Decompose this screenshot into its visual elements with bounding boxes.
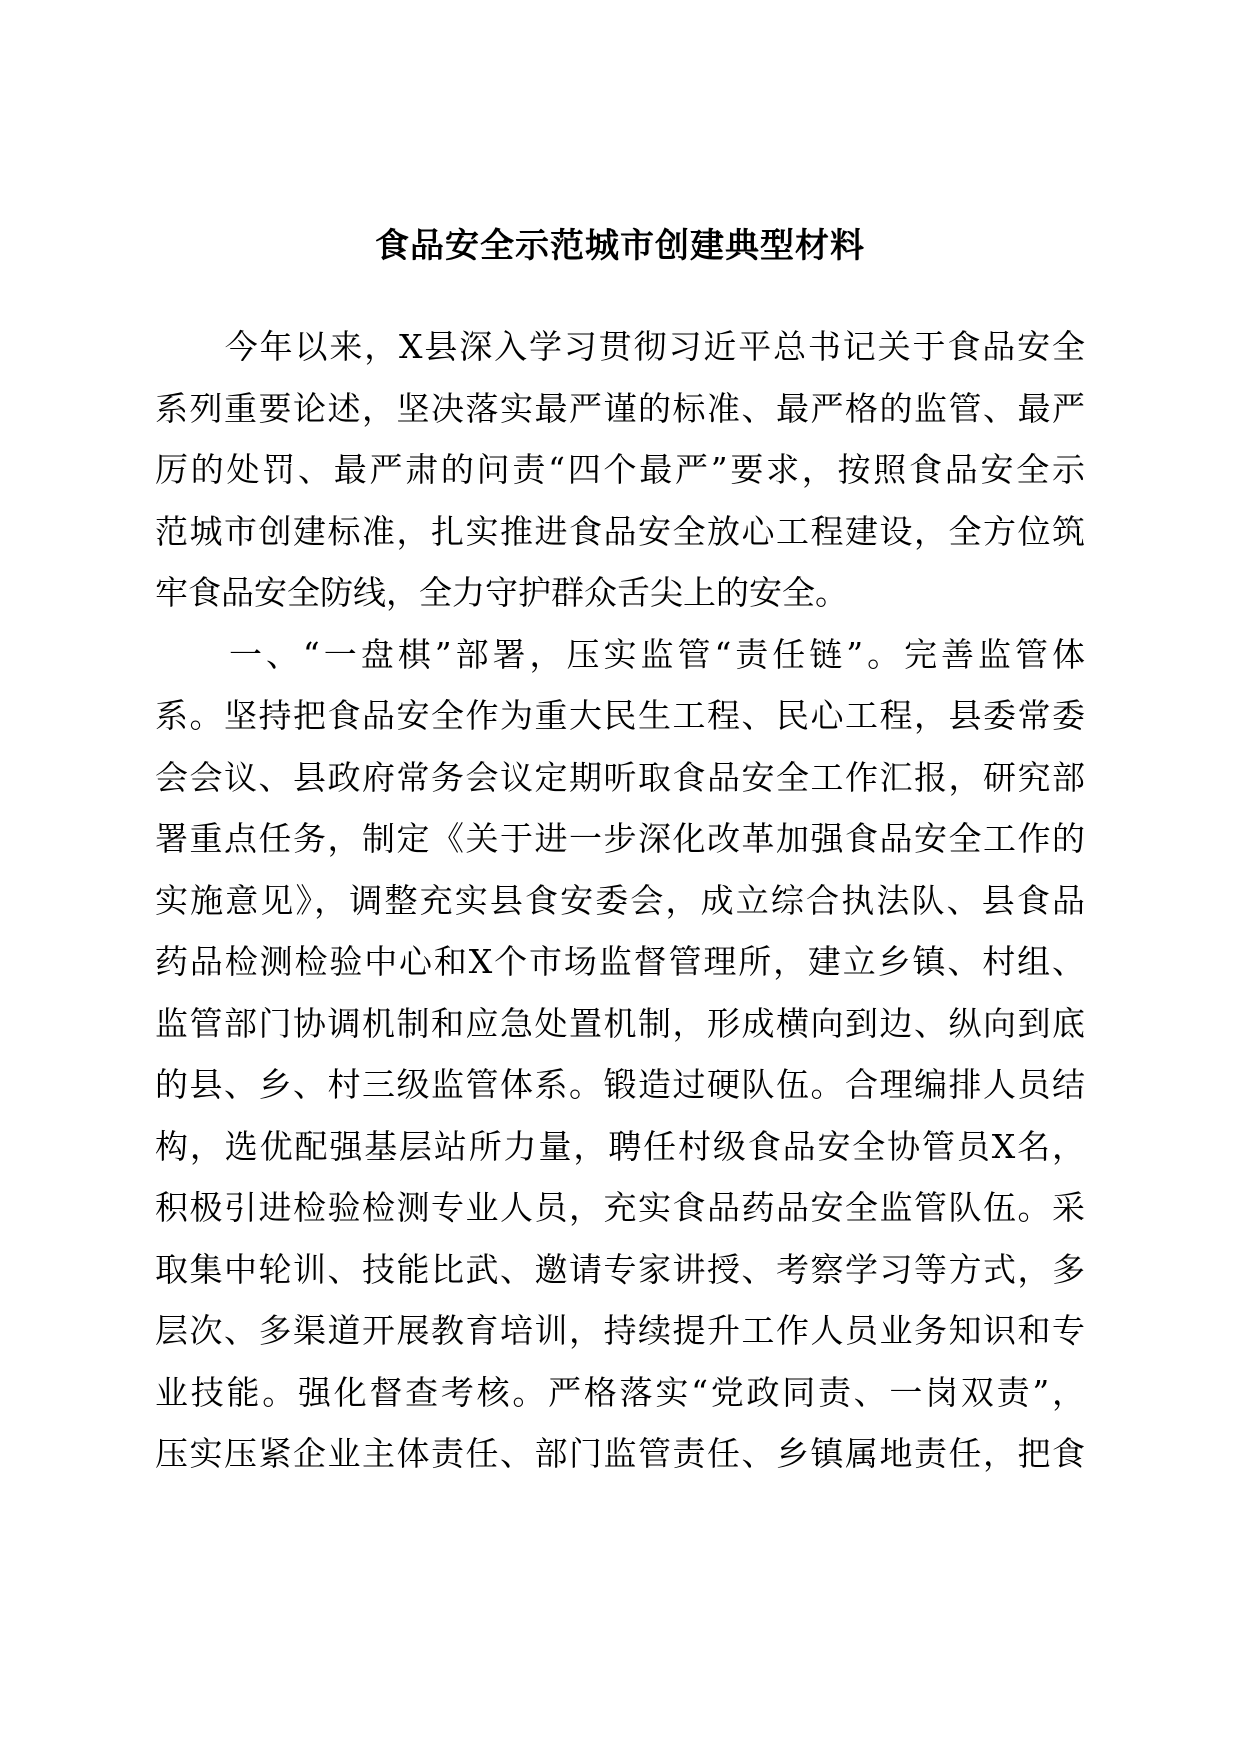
body-line: 监管部门协调机制和应急处置机制，形成横向到边、纵向到底 xyxy=(155,1003,1085,1043)
body-line: 构，选优配强基层站所力量，聘任村级食品安全协管员X名， xyxy=(155,1126,1085,1166)
body-line: 实施意见》，调整充实县食安委会，成立综合执法队、县食品 xyxy=(155,880,1085,920)
body-line: 药品检测检验中心和X个市场监督管理所，建立乡镇、村组、 xyxy=(155,942,1085,981)
body-line: 业技能。强化督查考核。严格落实“党政同责、一岗双责”， xyxy=(155,1372,1085,1412)
body-line: 牢食品安全防线，全力守护群众舌尖上的安全。 xyxy=(155,573,848,612)
body-line: 系。坚持把食品安全作为重大民生工程、民心工程，县委常委 xyxy=(155,696,1085,735)
body-line: 压实压紧企业主体责任、部门监管责任、乡镇属地责任，把食 xyxy=(155,1434,1085,1473)
body-line: 系列重要论述，坚决落实最严谨的标准、最严格的监管、最严 xyxy=(155,388,1085,428)
body-line: 范城市创建标准，扎实推进食品安全放心工程建设，全方位筑 xyxy=(155,511,1085,551)
body-line: 取集中轮训、技能比武、邀请专家讲授、考察学习等方式，多 xyxy=(155,1249,1085,1289)
document-body xyxy=(155,316,1085,1485)
body-line: 积极引进检验检测专业人员，充实食品药品安全监管队伍。采 xyxy=(155,1188,1085,1227)
body-line: 层次、多渠道开展教育培训，持续提升工作人员业务知识和专 xyxy=(155,1311,1085,1350)
body-line: 会会议、县政府常务会议定期听取食品安全工作汇报，研究部 xyxy=(155,757,1085,797)
body-line: 今年以来，X县深入学习贯彻习近平总书记关于食品安全 xyxy=(155,327,1085,366)
document-title: 食品安全示范城市创建典型材料 xyxy=(375,226,865,266)
body-line: 署重点任务，制定《关于进一步深化改革加强食品安全工作的 xyxy=(155,819,1085,858)
body-line: 的县、乡、村三级监管体系。锻造过硬队伍。合理编排人员结 xyxy=(155,1065,1085,1104)
body-line: 一、“一盘棋”部署，压实监管“责任链”。完善监管体 xyxy=(155,634,1085,674)
body-line: 厉的处罚、最严肃的问责“四个最严”要求，按照食品安全示 xyxy=(155,450,1085,489)
